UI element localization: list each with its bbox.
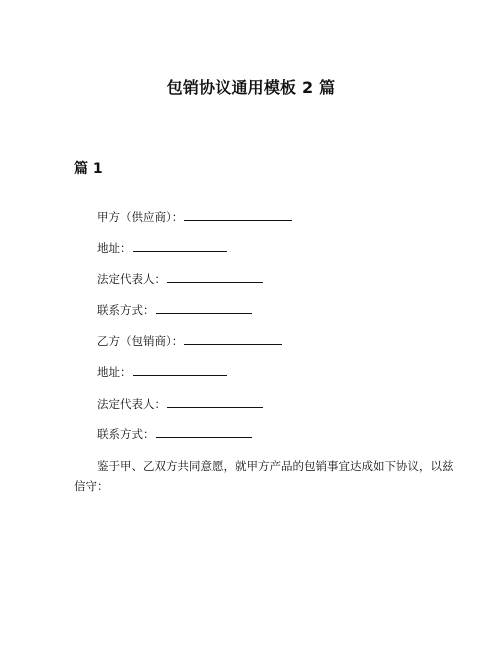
party-b-name-blank	[184, 332, 282, 345]
party-a-contact-blank	[156, 301, 252, 314]
party-b-contact-blank	[156, 425, 252, 438]
section-heading: 篇 1	[74, 161, 103, 177]
party-b-name-label: 乙方（包销商）：	[97, 334, 184, 348]
party-b-address-label: 地址：	[97, 365, 132, 379]
party-b-representative-field	[97, 395, 263, 413]
party-b-address-field	[97, 363, 227, 381]
party-b-name-field	[97, 332, 282, 350]
party-b-contact-field	[97, 425, 252, 443]
party-a-address-label: 地址：	[97, 241, 132, 255]
preamble-paragraph: 鉴于甲、乙双方共同意愿，就甲方产品的包销事宜达成如下协议，以兹信守：	[74, 459, 454, 493]
party-b-contact-label: 联系方式：	[97, 427, 155, 441]
party-a-contact-field	[97, 301, 252, 319]
party-a-representative-blank	[167, 270, 263, 283]
document-title: 包销协议通用模板 2 篇	[166, 78, 336, 97]
party-b-address-blank	[133, 363, 227, 376]
party-b-representative-blank	[167, 395, 263, 408]
party-a-address-blank	[133, 239, 227, 252]
party-a-representative-field	[97, 270, 263, 288]
party-a-name-label: 甲方（供应商）：	[97, 210, 184, 224]
party-a-address-field	[97, 239, 227, 257]
party-a-representative-label: 法定代表人：	[97, 272, 166, 286]
party-b-representative-label: 法定代表人：	[97, 397, 166, 411]
party-a-name-field	[97, 208, 292, 226]
party-a-contact-label: 联系方式：	[97, 303, 155, 317]
party-a-name-blank	[184, 208, 292, 221]
